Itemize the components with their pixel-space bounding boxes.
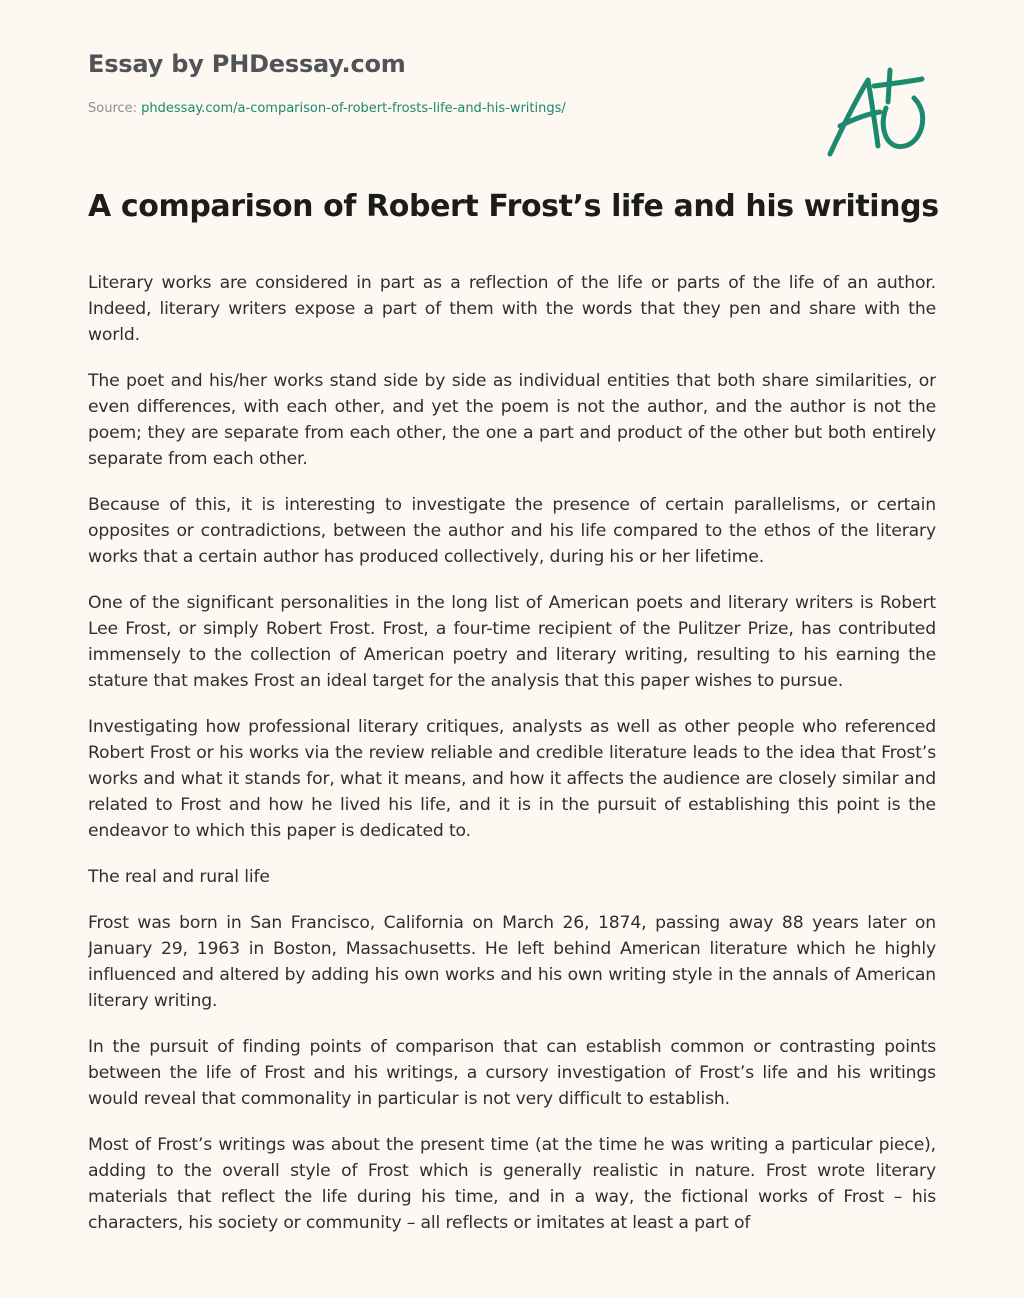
paragraph: In the pursuit of finding points of comparison that can establish common or contrasting points between the life of Frost and his writings, a cursory investigation of Frost’s life and his writings would reveal that commonality in particular is not very difficult to establish. [88,1037,936,1109]
source-label: Source: [88,101,138,116]
source-link[interactable]: phdessay.com/a-comparison-of-robert-frosts-life-and-his-writings/ [141,101,566,116]
paragraph: Literary works are considered in part as a reflection of the life or parts of the life of an author. Indeed, literary writers expose a part of them with the words that they pen and share with the world. [88,273,936,345]
paragraph: Frost was born in San Francisco, California on March 26, 1874, passing away 88 years later on January 29, 1963 in Boston, Massachusetts. He left behind American literature which he highly influenced and altered by adding his own works and his own writing style in the annals of American literary writing. [88,913,936,1011]
paragraph: The poet and his/her works stand side by side as individual entities that both share similarities, or even differences, with each other, and yet the poem is not the author, and the author is not the poem; they are separate from each other, the one a part and product of the other but both entirely separate from each other. [88,371,936,469]
section-heading: The real and rural life [88,867,270,887]
site-brand: Essay by PHDessay.com [88,50,406,78]
source-line [88,101,566,116]
a-plus-logo-icon [818,62,930,162]
paragraph: Investigating how professional literary critiques, analysts as well as other people who referenced Robert Frost or his works via the review reliable and credible literature leads to the idea that Frost’s works and what it stands for, what it means, and how it affects the audience are closely similar and related to Frost and how he lived his life, and it is in the pursuit of establishing this point is the endeavor to which this paper is dedicated to. [88,717,936,841]
paragraph: Most of Frost’s writings was about the present time (at the time he was writing a particular piece), adding to the overall style of Frost which is generally realistic in nature. Frost wrote literary materials that reflect the life during his time, and in a way, the fictional works of Frost – his characters, his society or community – all reflects or imitates at least a part of [88,1135,936,1233]
essay-title: A comparison of Robert Frost’s life and his writings [88,189,939,224]
paragraph: One of the significant personalities in the long list of American poets and literary writers is Robert Lee Frost, or simply Robert Frost. Frost, a four-time recipient of the Pulitzer Prize, has contributed immensely to the collection of American poetry and literary writing, resulting to his earning the stature that makes Frost an ideal target for the analysis that this paper wishes to pursue. [88,593,936,691]
paragraph: Because of this, it is interesting to investigate the presence of certain parallelisms, or certain opposites or contradictions, between the author and his life compared to the ethos of the literary works that a certain author has produced collectively, during his or her lifetime. [88,495,936,567]
essay-body [88,270,936,1250]
